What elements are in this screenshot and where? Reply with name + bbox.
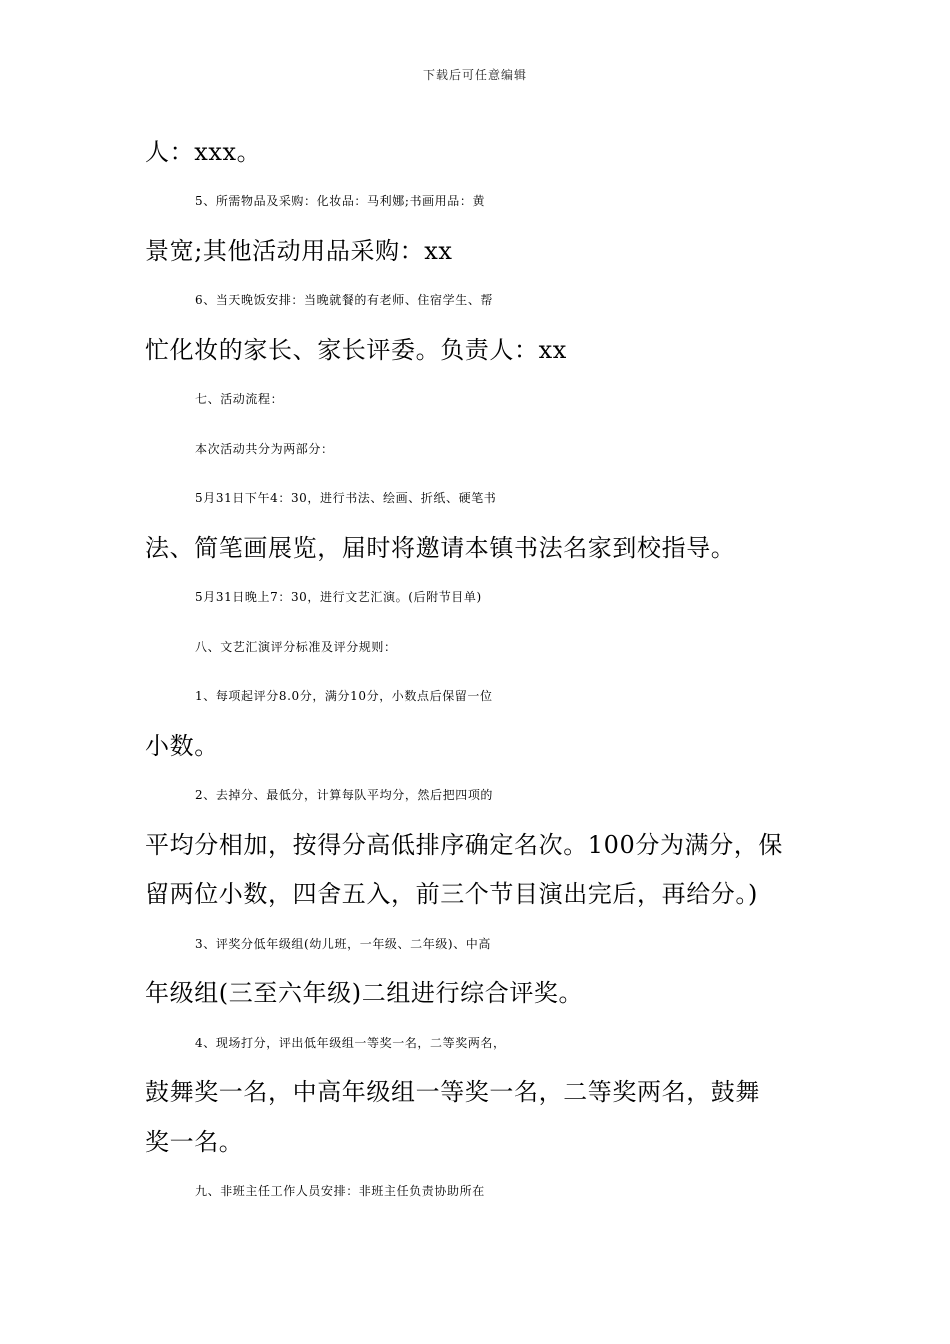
text-line: 平均分相加，按得分高低排序确定名次。100分为满分，保 [145,831,784,859]
text-line: 留两位小数，四舍五入，前三个节目演出完后，再给分。) [145,880,758,908]
text-line: 九、非班主任工作人员安排：非班主任负责协助所在 [195,1184,485,1198]
text-line: 八、文艺汇演评分标准及评分规则： [195,640,397,654]
text-line: 奖一名。 [145,1128,244,1156]
text-line: 3、评奖分低年级组(幼儿班，一年级、二年级)、中高 [195,937,491,951]
text-line: 5月31日晚上7：30，进行文艺汇演。(后附节目单) [195,590,482,604]
text-line: 人：xxx。 [145,138,262,166]
text-line: 法、简笔画展览，届时将邀请本镇书法名家到校指导。 [145,534,736,562]
text-line: 七、活动流程： [195,392,284,406]
text-line: 年级组(三至六年级)二组进行综合评奖。 [145,979,584,1007]
page-header: 下载后可任意编辑 [422,68,527,82]
text-line: 4、现场打分，评出低年级组一等奖一名，二等奖两名， [195,1036,506,1050]
text-line: 5月31日下午4：30，进行书法、绘画、折纸、硬笔书 [195,491,497,505]
text-line: 1、每项起评分8.0分，满分10分，小数点后保留一位 [195,689,493,703]
text-line: 鼓舞奖一名，中高年级组一等奖一名，二等奖两名，鼓舞 [145,1078,760,1106]
text-line: 小数。 [145,732,219,760]
text-line: 2、去掉分、最低分，计算每队平均分，然后把四项的 [195,788,494,802]
text-line: 6、当天晚饭安排：当晚就餐的有老师、住宿学生、帮 [195,293,494,307]
text-line: 忙化妆的家长、家长评委。负责人：xx [145,336,567,364]
text-line: 5、所需物品及采购：化妆品：马利娜;书画用品：黄 [195,194,486,208]
text-line: 本次活动共分为两部分： [195,442,334,456]
text-line: 景宽;其他活动用品采购：xx [145,237,453,265]
